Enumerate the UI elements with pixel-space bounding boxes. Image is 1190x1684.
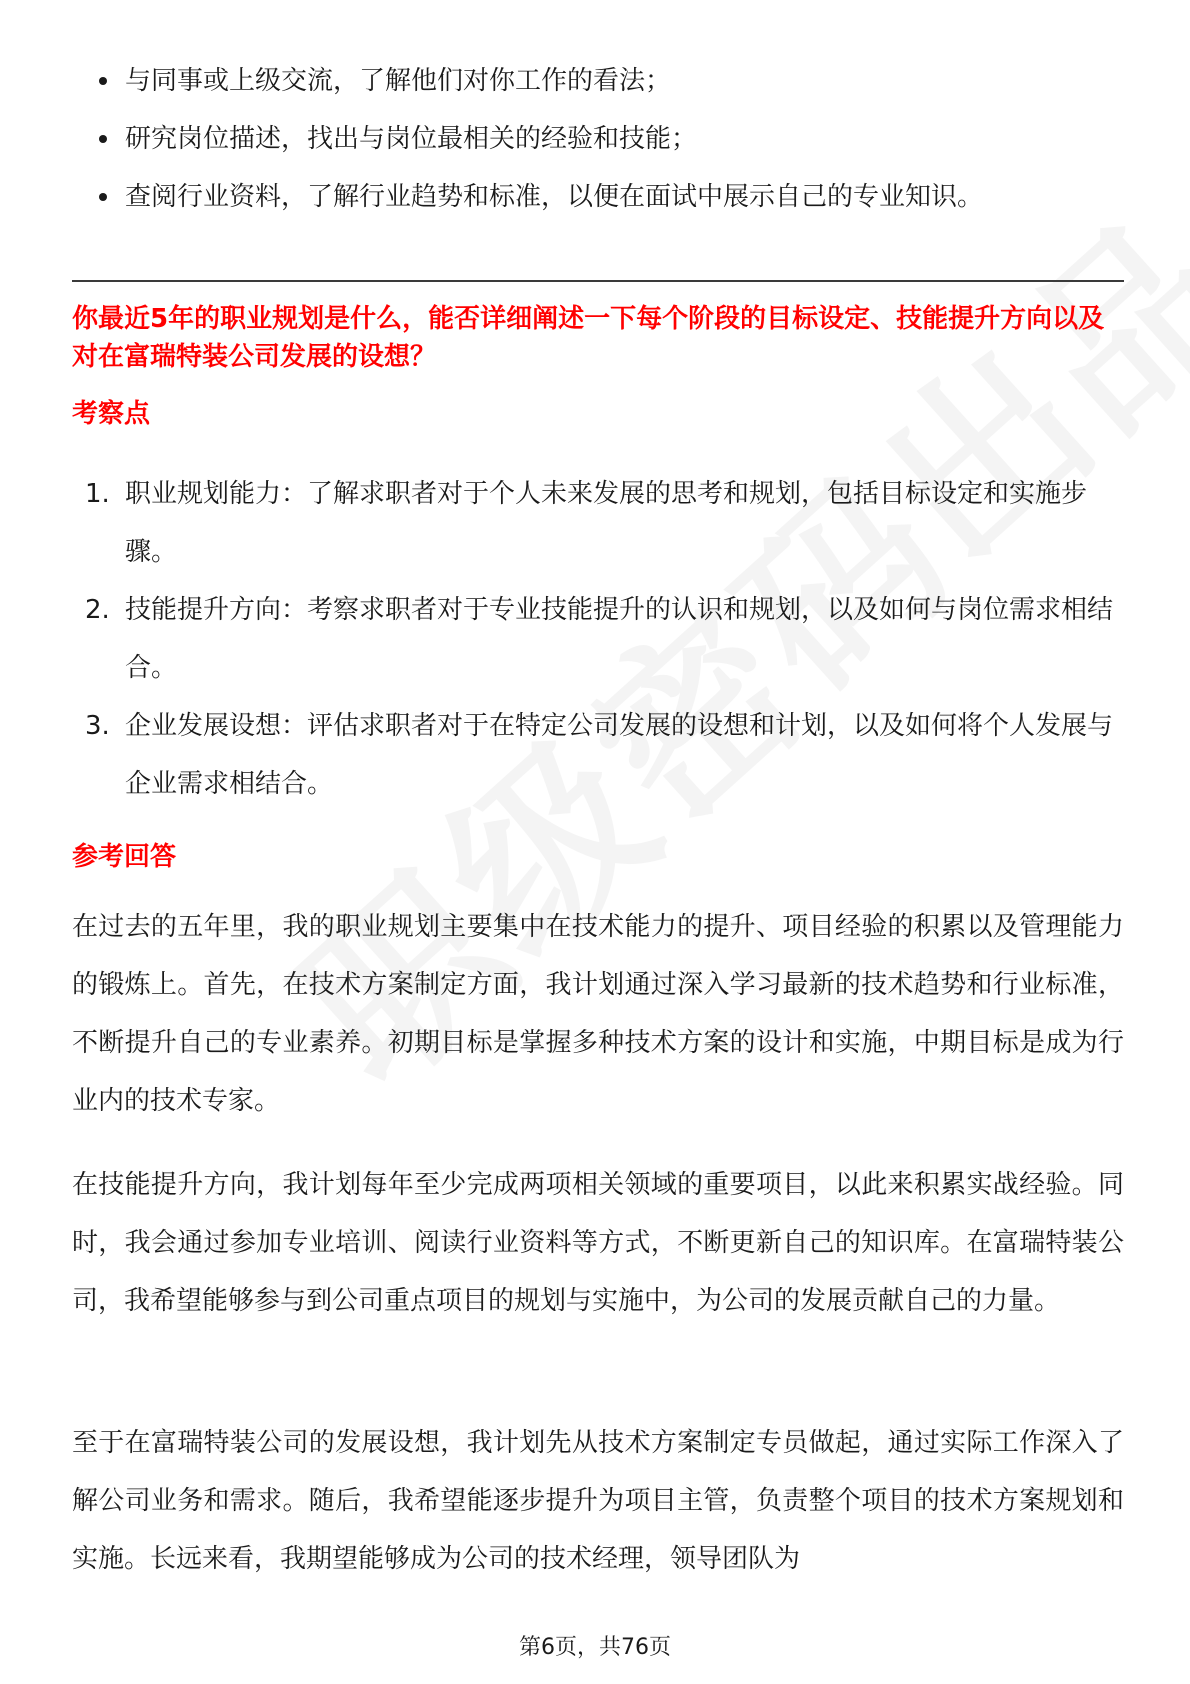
list-item-number: 1. xyxy=(85,479,110,509)
list-item-text: 企业发展设想：评估求职者对于在特定公司发展的设想和计划，以及如何将个人发展与企业需求相结合。 xyxy=(125,711,1114,799)
page-footer: 第6页，共76页 xyxy=(519,1635,671,1660)
bullet-dot-icon xyxy=(99,77,107,85)
bullet-dot-icon xyxy=(99,193,107,201)
list-item-text: 职业规划能力：了解求职者对于个人未来发展的思考和规划，包括目标设定和实施步骤。 xyxy=(125,479,1088,567)
list-item-text: 与同事或上级交流，了解他们对你工作的看法； xyxy=(125,66,672,96)
answer-paragraph: 在过去的五年里，我的职业规划主要集中在技术能力的提升、项目经验的积累以及管理能力的锻炼上。首先，在技术方案制定方面，我计划通过深入学习最新的技术趋势和行业标准，不断提升自己的专业素养。初期目标是掌握多种技术方案的设计和实施，中期目标是成为行业内的技术专家。 xyxy=(72,912,1124,1116)
list-item-number: 2. xyxy=(85,595,110,625)
list-item-text: 研究岗位描述，找出与岗位最相关的经验和技能； xyxy=(125,124,698,154)
question-heading: 你最近5年的职业规划是什么，能否详细阐述一下每个阶段的目标设定、技能提升方向以及对在富瑞特装公司发展的设想？ xyxy=(72,304,1105,372)
bullet-list xyxy=(72,60,1124,234)
answer-paragraph: 在技能提升方向，我计划每年至少完成两项相关领域的重要项目，以此来积累实战经验。同时，我会通过参加专业培训、阅读行业资料等方式，不断更新自己的知识库。在富瑞特装公司，我希望能够参与到公司重点项目的规划与实施中，为公司的发展贡献自己的力量。 xyxy=(72,1170,1124,1316)
list-item xyxy=(72,465,1124,581)
list-item-text: 查阅行业资料，了解行业趋势和标准，以便在面试中展示自己的专业知识。 xyxy=(125,182,984,212)
section-title-answer: 参考回答 xyxy=(72,842,177,872)
list-item xyxy=(72,581,1124,697)
list-item xyxy=(72,697,1124,813)
bullet-dot-icon xyxy=(99,135,107,143)
examine-list xyxy=(72,465,1124,813)
list-item xyxy=(72,118,1124,176)
answer-paragraph: 至于在富瑞特装公司的发展设想，我计划先从技术方案制定专员做起，通过实际工作深入了解公司业务和需求。随后，我希望能逐步提升为项目主管，负责整个项目的技术方案规划和实施。长远来看，我期望能够成为公司的技术经理，领导团队为 xyxy=(72,1428,1124,1574)
section-title-examine: 考察点 xyxy=(72,399,151,429)
list-item xyxy=(72,60,1124,118)
list-item-number: 3. xyxy=(85,711,110,741)
list-item xyxy=(72,176,1124,234)
section-divider xyxy=(72,280,1124,282)
list-item-text: 技能提升方向：考察求职者对于专业技能提升的认识和规划，以及如何与岗位需求相结合。 xyxy=(125,595,1114,683)
